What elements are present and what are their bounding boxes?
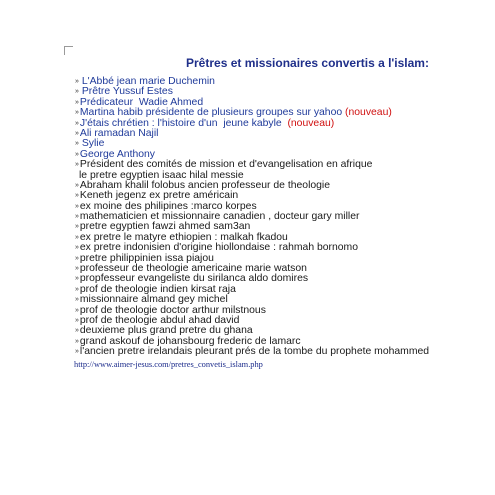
page-corner-mark xyxy=(64,46,73,55)
list-item-text: pretre philippinien issa piajou xyxy=(79,252,214,264)
bullet-marker: » xyxy=(75,129,79,137)
list-item-text: George Anthony xyxy=(79,148,156,160)
bullet-marker: » xyxy=(75,233,79,241)
bullet-marker: » xyxy=(75,119,79,127)
source-url[interactable]: http://www.aimer-jesus.com/pretres_convetis_islam.php xyxy=(74,360,263,369)
bullet-marker: » xyxy=(75,213,79,221)
convert-list xyxy=(75,77,485,358)
list-item-text: deuxieme plus grand pretre du ghana xyxy=(79,325,253,337)
list-item-text: Abraham khalil folobus ancien professeur de theologie xyxy=(79,179,331,191)
list-item-text: grand askouf de johansbourg frederic de lamarc xyxy=(79,335,301,347)
list-item-text: ex pretre le matyre ethiopien : malkah fkadou xyxy=(79,231,288,243)
list-item-text: Prêtre Yussuf Estes xyxy=(81,86,173,98)
page-title: Prêtres et missionaires convertis a l'islam: xyxy=(186,56,429,70)
list-item-text: prof de theologie indien kirsat raja xyxy=(79,283,236,295)
list-item-text: l'ancien pretre irelandais pleurant prés de la tombe du prophete mohammed xyxy=(79,346,430,358)
list-item-text: mathematicien et missionnaire canadien , docteur gary miller xyxy=(79,211,360,223)
list-item-text: Martina habib présidente de plusieurs groupes sur yahoo xyxy=(79,107,346,119)
bullet-marker: » xyxy=(75,306,79,314)
list-item-text: missionnaire almand gey michel xyxy=(79,294,228,306)
bullet-marker: » xyxy=(75,140,81,148)
bullet-marker: » xyxy=(75,348,79,356)
new-badge: (nouveau) xyxy=(287,117,335,129)
list-item[interactable] xyxy=(75,347,485,357)
bullet-marker: » xyxy=(75,98,79,106)
list-item[interactable] xyxy=(75,129,485,139)
list-item-text: ex moine des philipines :marco korpes xyxy=(79,200,257,212)
list-item-text: pretre egyptien fawzi ahmed sam3an xyxy=(79,221,251,233)
bullet-marker: » xyxy=(75,223,79,231)
list-item-text: professeur de theologie americaine marie watson xyxy=(79,263,307,275)
list-item-text: le pretre egyptien isaac hilal messie xyxy=(79,169,244,181)
bullet-marker: » xyxy=(75,244,79,252)
list-item-text: L'Abbé jean marie Duchemin xyxy=(81,76,215,87)
bullet-marker: » xyxy=(75,150,79,158)
list-item-text: Sylie xyxy=(81,138,105,150)
list-item-text: ex pretre indonisien d'origine hiollondaise : rahmah bornomo xyxy=(79,242,358,254)
list-item-text: J'étais chrétien : l'histoire d'un jeune kabyle xyxy=(79,117,288,129)
list-item-text: Keneth jegenz ex pretre américain xyxy=(79,190,239,202)
list-item-text: prof de theologie doctor arthur milstnous xyxy=(79,304,266,316)
list-item-text: prof de theologie abdul ahad david xyxy=(79,314,240,326)
bullet-marker: » xyxy=(75,337,79,345)
bullet-marker: » xyxy=(75,181,79,189)
bullet-marker: » xyxy=(75,88,81,96)
bullet-marker: » xyxy=(75,275,79,283)
new-badge: (nouveau) xyxy=(345,107,392,119)
bullet-marker: » xyxy=(75,78,81,85)
list-item-text: Ali ramadan Najil xyxy=(79,127,159,139)
bullet-marker: » xyxy=(75,192,79,200)
bullet-marker: » xyxy=(75,285,79,293)
bullet-marker: » xyxy=(75,296,79,304)
bullet-marker: » xyxy=(75,327,79,335)
bullet-marker: » xyxy=(75,109,79,117)
bullet-marker: » xyxy=(75,202,79,210)
bullet-marker: » xyxy=(75,161,79,169)
list-item-text: Prédicateur Wadie Ahmed xyxy=(79,96,204,108)
list-item-text: Président des comités de mission et d'evangelisation en afrique xyxy=(79,159,373,171)
bullet-marker: » xyxy=(75,254,79,262)
bullet-marker: » xyxy=(75,316,79,324)
list-item-text: propfesseur evangeliste du sirilanca aldo domires xyxy=(79,273,309,285)
bullet-marker: » xyxy=(75,265,79,273)
